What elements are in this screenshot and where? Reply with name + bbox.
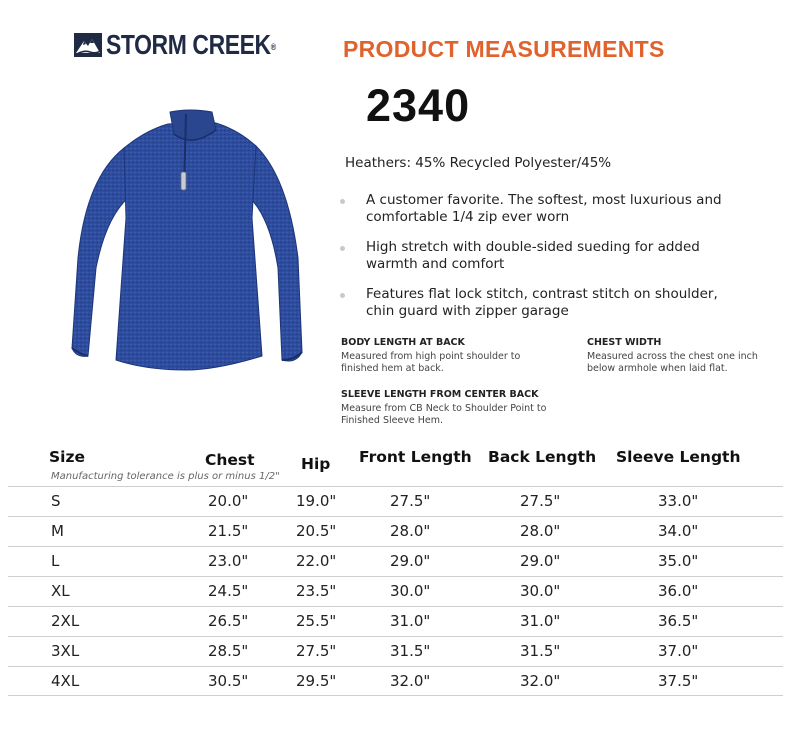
table-row [8, 666, 783, 696]
header-hip: Hip [301, 455, 331, 473]
page-title: PRODUCT MEASUREMENTS [343, 36, 665, 62]
cell-back-length: 28.0" [520, 522, 561, 540]
cell-sleeve-length: 37.5" [658, 672, 699, 690]
cell-back-length: 27.5" [520, 492, 561, 510]
cell-hip: 22.0" [296, 552, 337, 570]
table-row [8, 606, 783, 636]
definition-body-length [341, 337, 551, 375]
header-chest: Chest [205, 451, 255, 469]
definition-title: CHEST WIDTH [587, 337, 662, 348]
cell-back-length: 29.0" [520, 552, 561, 570]
header-front-length: Front Length [359, 448, 472, 466]
cell-hip: 25.5" [296, 612, 337, 630]
cell-hip: 27.5" [296, 642, 337, 660]
cell-back-length: 32.0" [520, 672, 561, 690]
cell-chest: 23.0" [208, 552, 249, 570]
table-row [8, 576, 783, 606]
cell-chest: 26.5" [208, 612, 249, 630]
brand-wordmark: STORM CREEK® [106, 29, 276, 60]
cell-front-length: 28.0" [390, 522, 431, 540]
cell-back-length: 30.0" [520, 582, 561, 600]
definition-chest-width [587, 337, 782, 375]
fabric-content: Heathers: 45% Recycled Polyester/45% [345, 155, 612, 171]
header-sleeve-length: Sleeve Length [616, 448, 741, 466]
feature-item: Features flat lock stitch, contrast stitch on shoulder, chin guard with zipper garage [336, 286, 736, 320]
cell-sleeve-length: 37.0" [658, 642, 699, 660]
tolerance-note: Manufacturing tolerance is plus or minus 1/2" [51, 471, 280, 482]
cell-back-length: 31.5" [520, 642, 561, 660]
cell-sleeve-length: 33.0" [658, 492, 699, 510]
cell-sleeve-length: 36.0" [658, 582, 699, 600]
mountain-logo-icon [74, 33, 102, 57]
cell-front-length: 30.0" [390, 582, 431, 600]
cell-chest: 20.0" [208, 492, 249, 510]
cell-back-length: 31.0" [520, 612, 561, 630]
definition-title: BODY LENGTH AT BACK [341, 337, 465, 348]
cell-chest: 24.5" [208, 582, 249, 600]
cell-hip: 19.0" [296, 492, 337, 510]
cell-hip: 20.5" [296, 522, 337, 540]
bullet-icon [340, 293, 345, 298]
header-size: Size [49, 448, 86, 466]
cell-size: S [51, 492, 61, 510]
cell-sleeve-length: 35.0" [658, 552, 699, 570]
definition-sleeve-length [341, 389, 581, 427]
definition-text: Measure from CB Neck to Shoulder Point to Finished Sleeve Hem. [341, 403, 547, 426]
cell-size: M [51, 522, 64, 540]
cell-size: 4XL [51, 672, 80, 690]
table-row [8, 516, 783, 546]
definition-title: SLEEVE LENGTH FROM CENTER BACK [341, 389, 539, 400]
cell-size: XL [51, 582, 70, 600]
definition-text: Measured from high point shoulder to finished hem at back. [341, 351, 521, 374]
feature-item: High stretch with double-sided sueding for added warmth and comfort [336, 239, 736, 273]
brand-logo [74, 30, 313, 60]
cell-chest: 21.5" [208, 522, 249, 540]
table-row [8, 486, 783, 516]
cell-front-length: 29.0" [390, 552, 431, 570]
cell-chest: 30.5" [208, 672, 249, 690]
feature-item: A customer favorite. The softest, most luxurious and comfortable 1/4 zip ever worn [336, 192, 736, 226]
bullet-icon [340, 246, 345, 251]
header-back-length: Back Length [488, 448, 597, 466]
style-number: 2340 [366, 80, 471, 131]
cell-front-length: 27.5" [390, 492, 431, 510]
cell-hip: 23.5" [296, 582, 337, 600]
table-row [8, 636, 783, 666]
cell-front-length: 31.0" [390, 612, 431, 630]
quarter-zip-pullover-icon [66, 108, 310, 380]
cell-size: L [51, 552, 60, 570]
cell-hip: 29.5" [296, 672, 337, 690]
cell-sleeve-length: 36.5" [658, 612, 699, 630]
cell-front-length: 31.5" [390, 642, 431, 660]
size-table [8, 486, 783, 696]
feature-list [336, 192, 736, 333]
cell-front-length: 32.0" [390, 672, 431, 690]
cell-sleeve-length: 34.0" [658, 522, 699, 540]
cell-chest: 28.5" [208, 642, 249, 660]
table-row [8, 546, 783, 576]
definition-text: Measured across the chest one inch below armhole when laid flat. [587, 351, 758, 374]
cell-size: 3XL [51, 642, 80, 660]
bullet-icon [340, 199, 345, 204]
cell-size: 2XL [51, 612, 80, 630]
